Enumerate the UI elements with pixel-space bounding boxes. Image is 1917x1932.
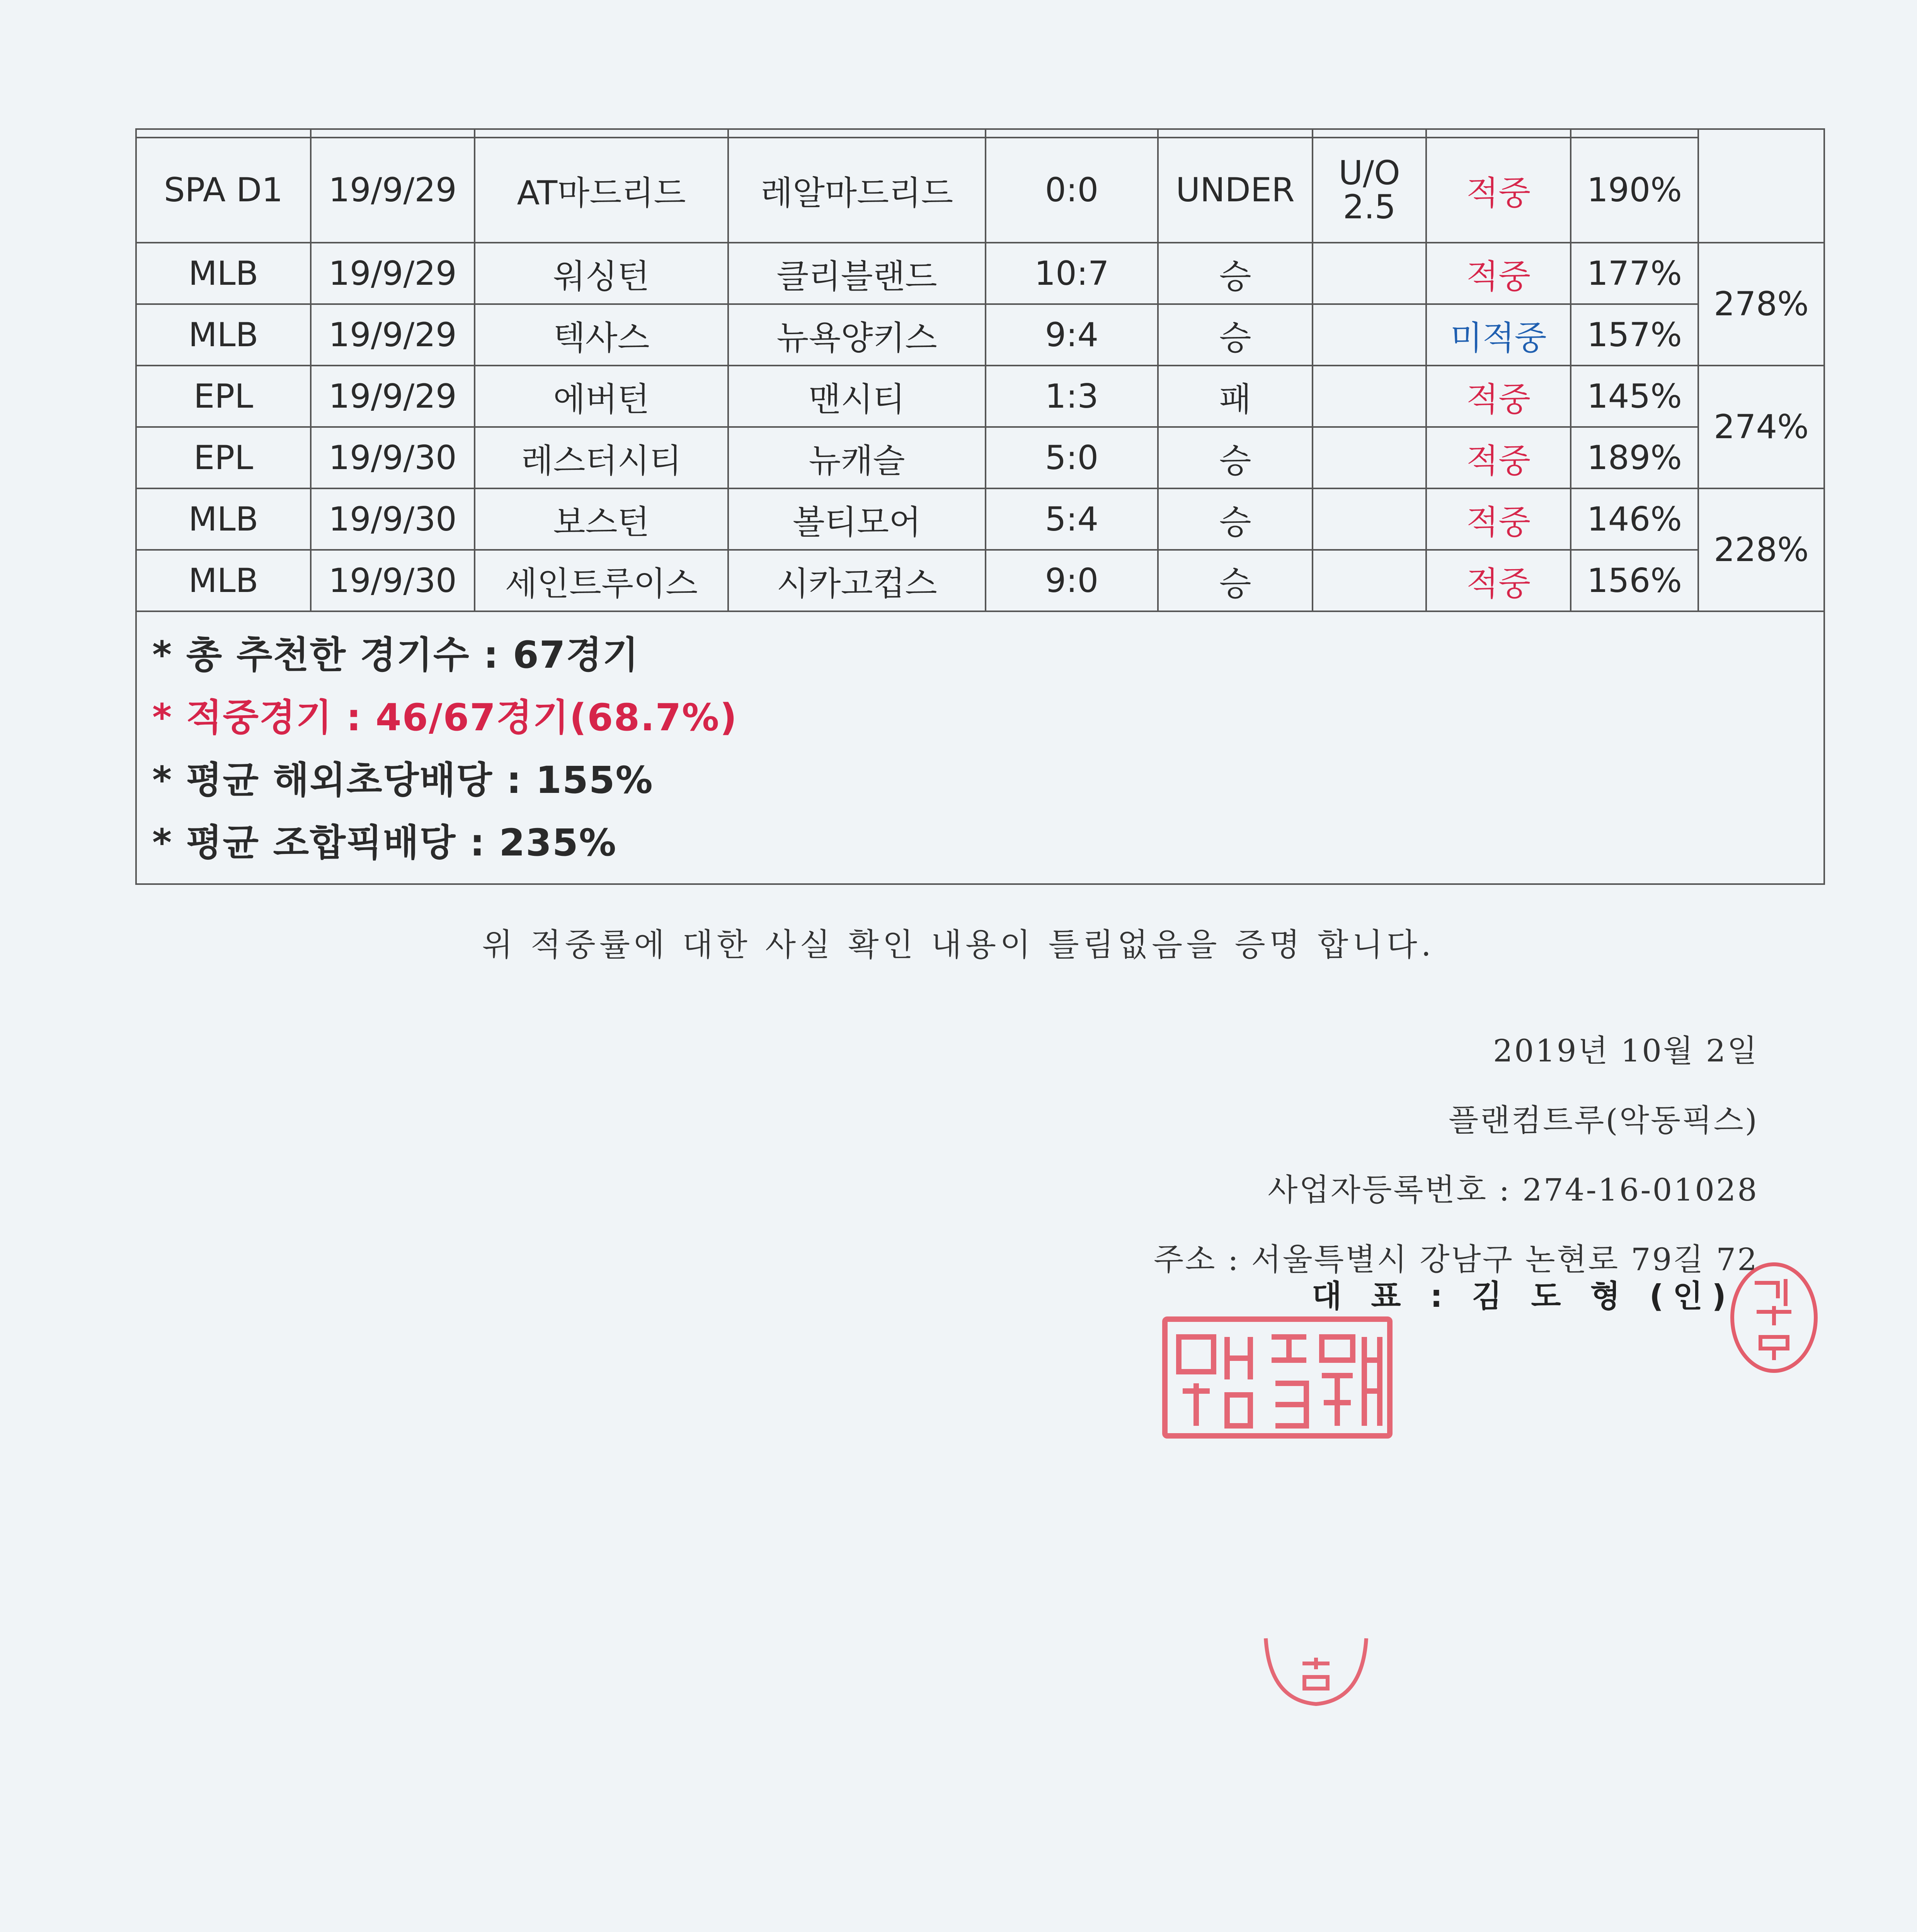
away-team-cell: 클리블랜드 (728, 243, 986, 304)
table-row (136, 138, 1824, 243)
score-cell: 9:0 (986, 550, 1158, 611)
pick-cell: UNDER (1158, 138, 1313, 243)
league-cell: MLB (136, 488, 311, 550)
score-cell: 9:4 (986, 304, 1158, 366)
score-cell: 10:7 (986, 243, 1158, 304)
odds-cell: 156% (1571, 550, 1698, 611)
league-cell: EPL (136, 427, 311, 488)
away-team-cell: 뉴욕양키스 (728, 304, 986, 366)
partial-seal-stamp (1258, 1627, 1374, 1712)
table-row (136, 243, 1824, 304)
league-cell: SPA D1 (136, 138, 311, 243)
over-under-cell (1313, 550, 1426, 611)
pick-cell: 승 (1158, 427, 1313, 488)
result-cell: 적중 (1426, 427, 1571, 488)
personal-seal-stamp (1728, 1260, 1820, 1376)
odds-cell: 190% (1571, 138, 1698, 243)
over-under-cell (1313, 243, 1426, 304)
issue-date: 2019년 10월 2일 (1493, 1033, 1759, 1069)
pick-cell: 패 (1158, 366, 1313, 427)
home-team-cell: 에버턴 (475, 366, 728, 427)
score-cell: 5:0 (986, 427, 1158, 488)
odds-cell: 177% (1571, 243, 1698, 304)
date-cell: 19/9/30 (311, 550, 475, 611)
odds-cell: 189% (1571, 427, 1698, 488)
avg-combo-odds-line: * 평균 조합픽배당 : 235% (152, 821, 617, 864)
away-team-cell: 시카고컵스 (728, 550, 986, 611)
away-team-cell: 레알마드리드 (728, 138, 986, 243)
date-cell: 19/9/29 (311, 366, 475, 427)
total-games-line: * 총 추천한 경기수 : 67경기 (152, 633, 639, 677)
result-cell: 적중 (1426, 550, 1571, 611)
over-under-cell (1313, 366, 1426, 427)
date-cell: 19/9/29 (311, 138, 475, 243)
over-under-label: U/O (1338, 154, 1400, 192)
combo-odds-cell: 278% (1698, 243, 1824, 366)
representative-line: 대 표 : 김 도 형 (인) (1312, 1278, 1735, 1314)
result-cell: 적중 (1426, 138, 1571, 243)
date-cell: 19/9/29 (311, 243, 475, 304)
result-cell: 적중 (1426, 243, 1571, 304)
pick-cell: 승 (1158, 243, 1313, 304)
over-under-cell (1313, 427, 1426, 488)
summary-cell (136, 611, 1824, 884)
avg-single-odds-line: * 평균 해외초당배당 : 155% (152, 759, 654, 802)
over-under-cell (1313, 488, 1426, 550)
result-cell: 미적중 (1426, 304, 1571, 366)
results-table (135, 128, 1825, 885)
business-number: 사업자등록번호 : 274-16-01028 (1268, 1172, 1759, 1208)
pick-cell: 승 (1158, 304, 1313, 366)
home-team-cell: 워싱턴 (475, 243, 728, 304)
league-cell: MLB (136, 304, 311, 366)
league-cell: MLB (136, 550, 311, 611)
hit-games-line: * 적중경기 : 46/67경기(68.7%) (152, 696, 738, 739)
home-team-cell: 레스터시티 (475, 427, 728, 488)
issuer-block (1154, 1016, 1759, 1294)
table-row (136, 550, 1824, 611)
over-under-cell (1313, 138, 1426, 243)
table-top-stub-row (136, 129, 1824, 138)
over-under-line: 2.5 (1343, 188, 1396, 226)
table-row (136, 304, 1824, 366)
score-cell: 1:3 (986, 366, 1158, 427)
date-cell: 19/9/29 (311, 304, 475, 366)
certification-statement: 위 적중률에 대한 사실 확인 내용이 틀림없음을 증명 합니다. (482, 927, 1435, 963)
date-cell: 19/9/30 (311, 427, 475, 488)
summary-row (136, 611, 1824, 884)
result-cell: 적중 (1426, 488, 1571, 550)
odds-cell: 146% (1571, 488, 1698, 550)
away-team-cell: 맨시티 (728, 366, 986, 427)
over-under-cell (1313, 304, 1426, 366)
table-row (136, 427, 1824, 488)
league-cell: EPL (136, 366, 311, 427)
address: 주소 : 서울특별시 강남구 논현로 79길 72 (1153, 1242, 1759, 1277)
date-cell: 19/9/30 (311, 488, 475, 550)
score-cell: 5:4 (986, 488, 1158, 550)
home-team-cell: AT마드리드 (475, 138, 728, 243)
result-cell: 적중 (1426, 366, 1571, 427)
combo-odds-cell: 228% (1698, 488, 1824, 611)
pick-cell: 승 (1158, 488, 1313, 550)
home-team-cell: 보스턴 (475, 488, 728, 550)
company-name: 플랜컴트루(악동픽스) (1449, 1102, 1759, 1138)
combo-odds-cell: 274% (1698, 366, 1824, 488)
home-team-cell: 세인트루이스 (475, 550, 728, 611)
pick-cell: 승 (1158, 550, 1313, 611)
away-team-cell: 뉴캐슬 (728, 427, 986, 488)
odds-cell: 145% (1571, 366, 1698, 427)
company-seal-stamp (1159, 1314, 1395, 1441)
odds-cell: 157% (1571, 304, 1698, 366)
league-cell: MLB (136, 243, 311, 304)
home-team-cell: 텍사스 (475, 304, 728, 366)
score-cell: 0:0 (986, 138, 1158, 243)
table-row (136, 366, 1824, 427)
table-row (136, 488, 1824, 550)
away-team-cell: 볼티모어 (728, 488, 986, 550)
